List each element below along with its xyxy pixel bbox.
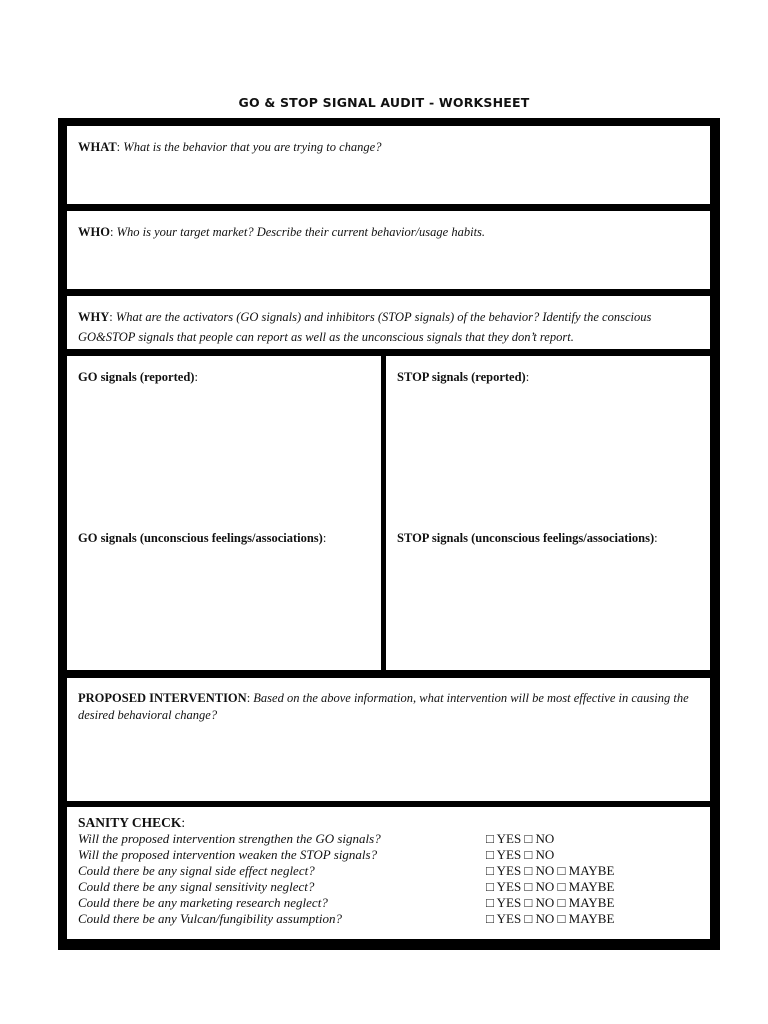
go-unconscious-label: GO signals (unconscious feelings/associations) <box>78 531 323 545</box>
sanity-question: Could there be any marketing research neglect? <box>78 895 328 910</box>
stop-reported-label: STOP signals (reported) <box>397 370 526 384</box>
answer-checkboxes[interactable]: □ YES □ NO <box>486 831 555 846</box>
answer-checkboxes[interactable]: □ YES □ NO □ MAYBE <box>486 895 615 910</box>
why-label: WHY <box>78 310 110 324</box>
intervention-separator: : <box>246 691 254 705</box>
sanity-question-row <box>78 831 710 847</box>
sanity-question-row <box>78 879 710 895</box>
sanity-question: Could there be any Vulcan/fungibility assumption? <box>78 911 342 926</box>
stop-unconscious-label: STOP signals (unconscious feelings/associations) <box>397 531 655 545</box>
intervention-section[interactable] <box>67 678 710 801</box>
go-reported-label: GO signals (reported) <box>78 370 195 384</box>
go-signals-panel[interactable] <box>67 356 381 670</box>
what-separator: : <box>116 140 124 154</box>
answer-checkboxes[interactable]: □ YES □ NO □ MAYBE <box>486 879 615 894</box>
stop-unconscious-heading <box>397 529 658 548</box>
who-label: WHO <box>78 225 110 239</box>
why-section[interactable] <box>67 296 710 349</box>
who-section[interactable] <box>67 211 710 289</box>
sanity-question: Could there be any signal sensitivity neglect? <box>78 879 315 894</box>
stop-reported-separator: : <box>525 370 530 384</box>
answer-checkboxes[interactable]: □ YES □ NO <box>486 847 555 862</box>
why-prompt: What are the activators (GO signals) and inhibitors (STOP signals) of the behavior? Identify the conscious GO&STOP signals that people can report as well as the unconscious signals that they don’t report. <box>78 310 652 344</box>
go-reported-heading <box>78 368 381 387</box>
answer-checkboxes[interactable]: □ YES □ NO □ MAYBE <box>486 911 615 926</box>
who-prompt: Who is your target market? Describe their current behavior/usage habits. <box>116 225 486 239</box>
what-label: WHAT <box>78 140 117 154</box>
sanity-check-separator: : <box>181 815 186 830</box>
go-unconscious-separator: : <box>322 531 327 545</box>
sanity-check-label: SANITY CHECK <box>78 815 182 830</box>
intervention-label: PROPOSED INTERVENTION <box>78 691 247 705</box>
sanity-check-section <box>67 807 710 939</box>
stop-reported-heading <box>397 368 710 387</box>
stop-signals-panel[interactable] <box>386 356 710 670</box>
sanity-question-row <box>78 847 710 863</box>
go-reported-separator: : <box>194 370 198 384</box>
answer-checkboxes[interactable]: □ YES □ NO □ MAYBE <box>486 863 615 878</box>
sanity-question-row <box>78 911 710 927</box>
who-separator: : <box>109 225 117 239</box>
worksheet-title: GO & STOP SIGNAL AUDIT - WORKSHEET <box>238 95 530 110</box>
sanity-question: Will the proposed intervention strengthen the GO signals? <box>78 831 381 846</box>
sanity-question: Will the proposed intervention weaken the STOP signals? <box>78 847 378 862</box>
sanity-check-heading <box>78 815 710 831</box>
sanity-question-row <box>78 863 710 879</box>
stop-unconscious-separator: : <box>654 531 658 545</box>
why-separator: : <box>109 310 116 324</box>
what-section[interactable] <box>67 126 710 204</box>
sanity-question-row <box>78 895 710 911</box>
what-prompt: What is the behavior that you are trying to change? <box>123 140 382 154</box>
go-unconscious-heading <box>78 529 326 548</box>
sanity-question: Could there be any signal side effect neglect? <box>78 863 315 878</box>
intervention-prompt: Based on the above information, what intervention will be most effective in causing the desired behavioral change? <box>78 691 689 722</box>
worksheet-frame <box>58 118 720 950</box>
